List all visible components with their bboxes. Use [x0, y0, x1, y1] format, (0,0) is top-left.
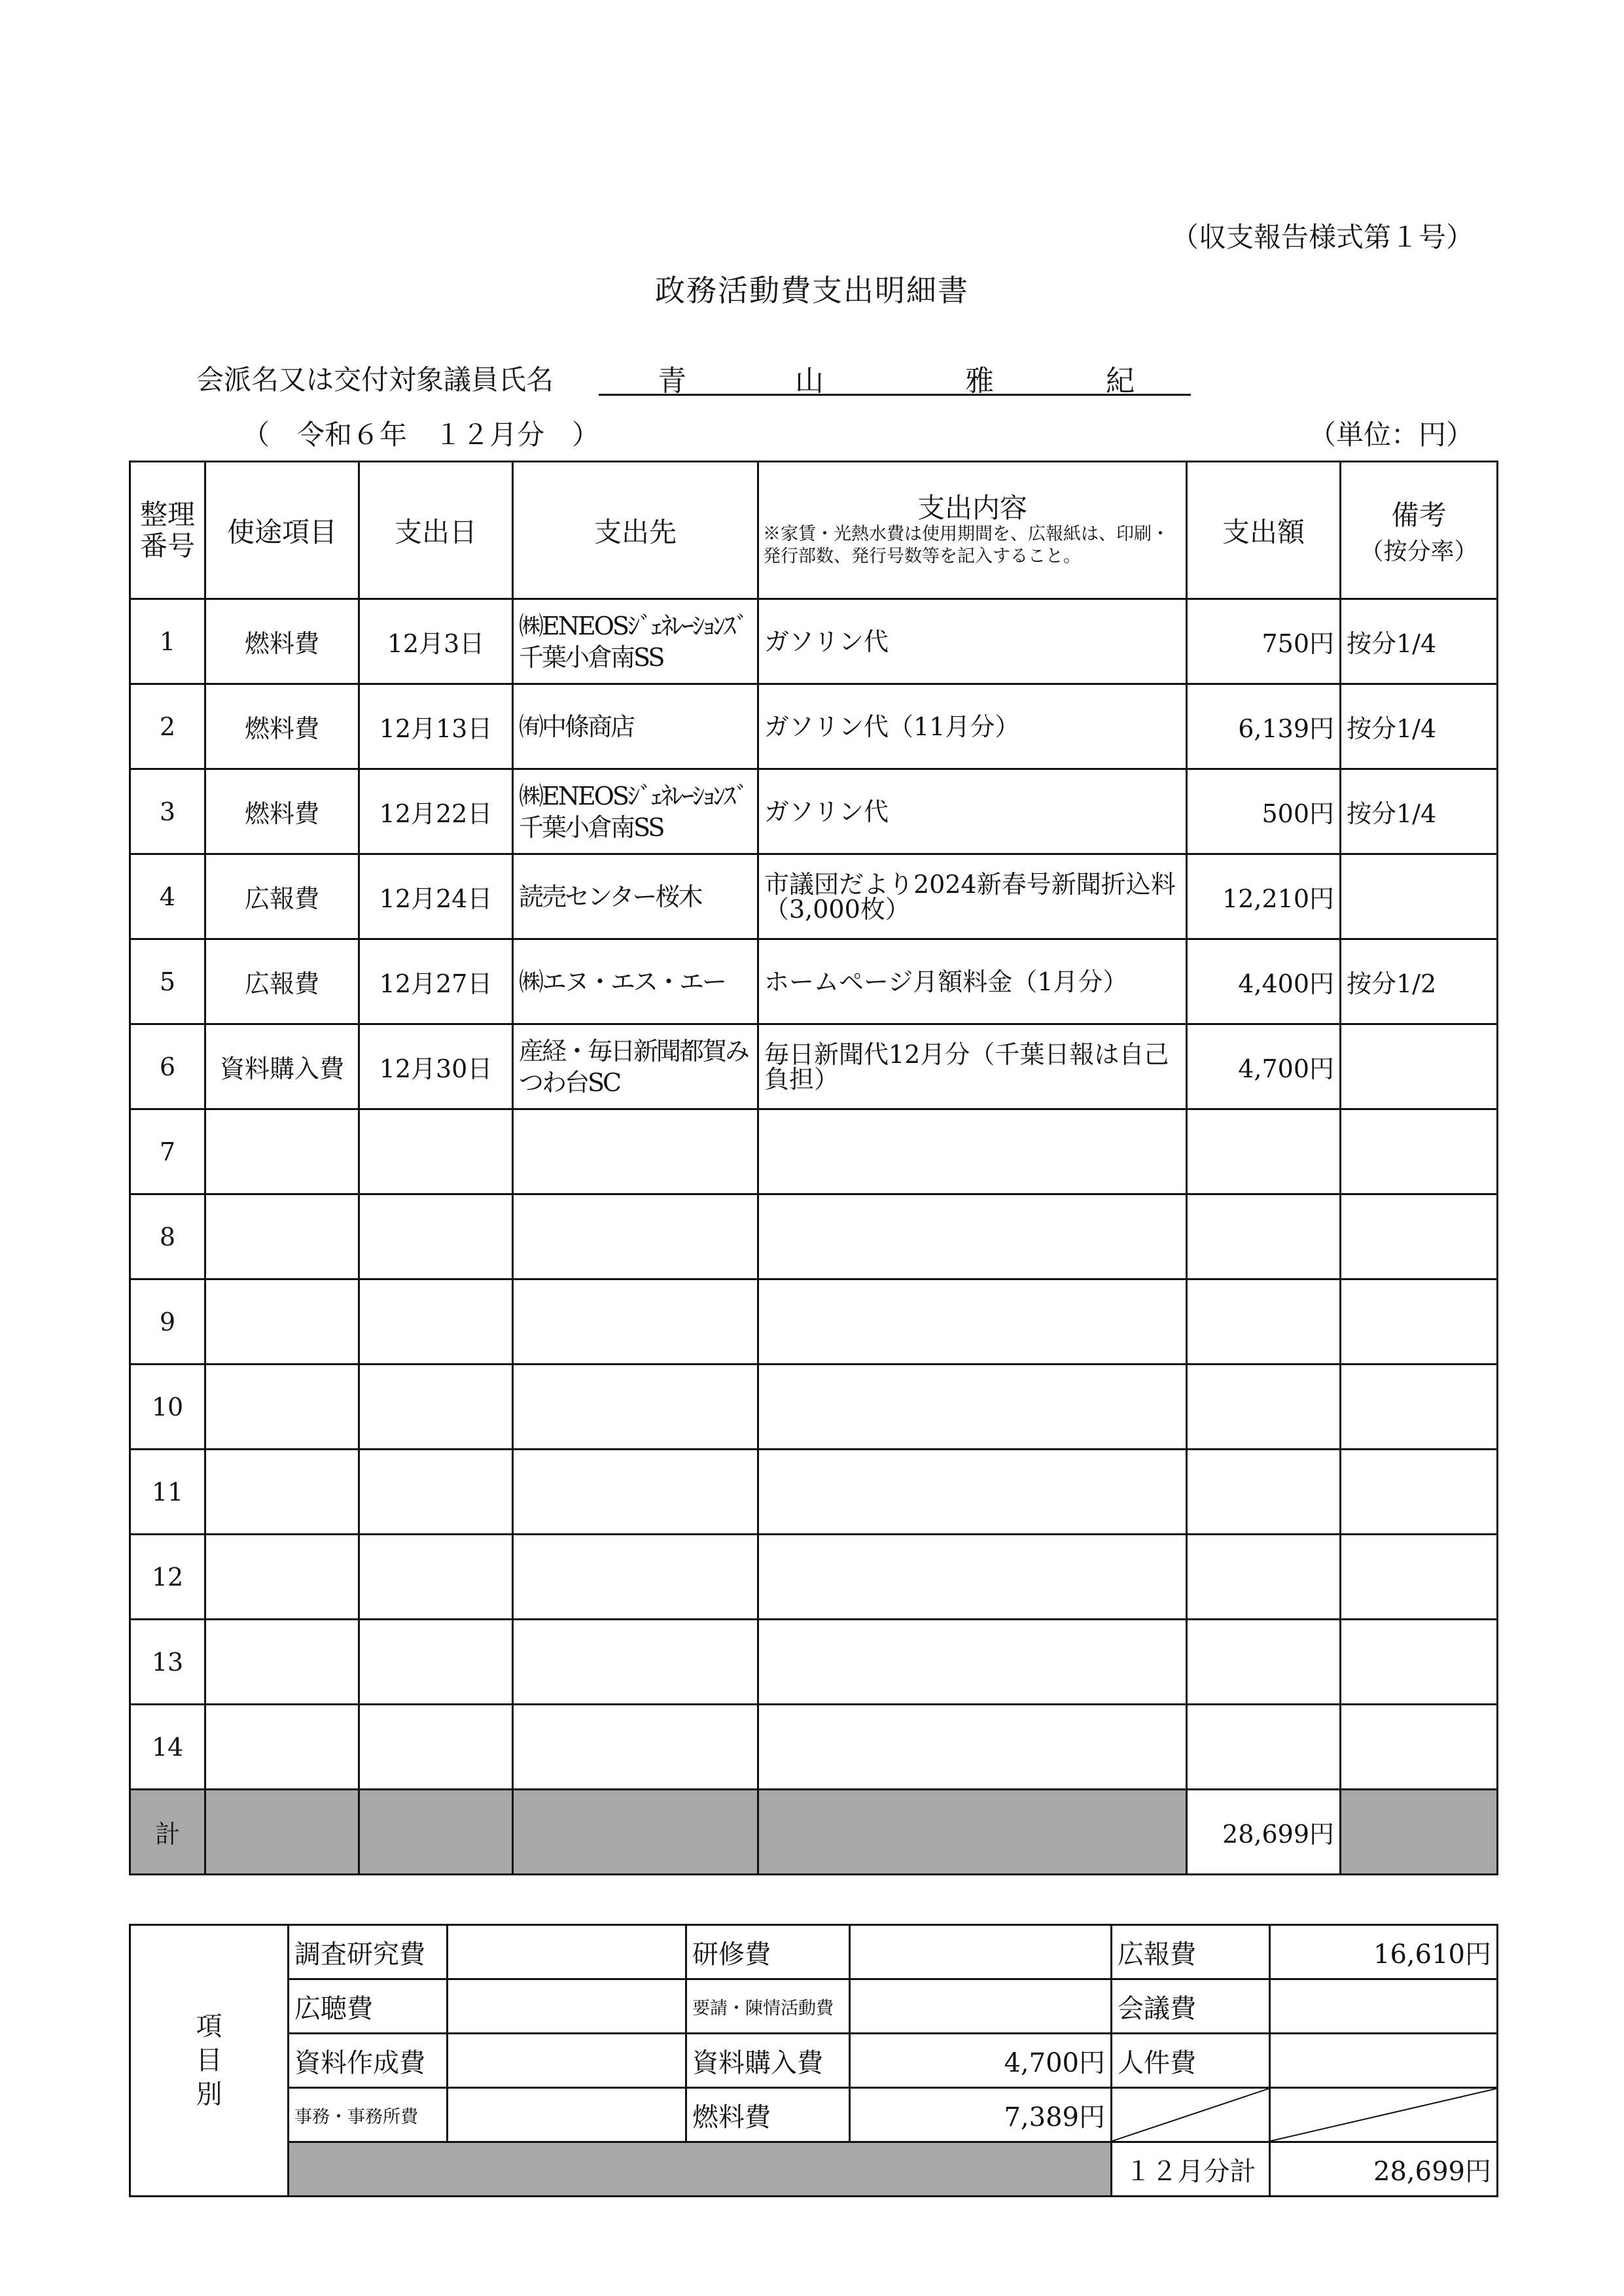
row-payee [513, 1620, 758, 1705]
row-amount: 4,400円 [1187, 939, 1341, 1024]
row-number: 7 [130, 1109, 205, 1194]
total-blank-cell [359, 1790, 513, 1875]
table-row [130, 1109, 1498, 1194]
monthly-total-value: 28,699円 [1270, 2142, 1498, 2197]
row-content: ホームページ月額料金（1月分） [758, 939, 1187, 1024]
summary-struck-cell [1270, 2088, 1498, 2142]
row-content: ガソリン代（11月分） [758, 684, 1187, 769]
row-remarks: 按分1/4 [1341, 599, 1498, 684]
summary-pr-value: 16,610円 [1270, 1925, 1498, 1979]
table-row [130, 599, 1498, 684]
report-period: （ 令和６年 １２月分 ） [242, 419, 600, 451]
row-payee: ㈱ENEOSｼﾞｪﾈﾚｰｼｮﾝｽﾞ千葉小倉南SS [513, 599, 758, 684]
row-content [758, 1705, 1187, 1790]
row-date [359, 1279, 513, 1365]
row-category [205, 1109, 359, 1194]
row-payee: ㈱エヌ・エス・エー [513, 939, 758, 1024]
monthly-total-label: １２月分計 [1112, 2142, 1270, 2197]
row-number: 4 [130, 854, 205, 939]
row-category [205, 1535, 359, 1620]
row-content [758, 1535, 1187, 1620]
header-remarks [1341, 462, 1498, 599]
row-date: 12月22日 [359, 769, 513, 854]
document-title: 政務活動費支出明細書 [655, 273, 969, 308]
row-number: 11 [130, 1450, 205, 1535]
summary-shaded-cell [289, 2142, 1112, 2197]
header-content [758, 462, 1187, 599]
total-blank-cell [758, 1790, 1187, 1875]
table-row [130, 769, 1498, 854]
diagonal-strike-line [1271, 2089, 1496, 2141]
row-remarks [1341, 1365, 1498, 1450]
row-remarks [1341, 1024, 1498, 1109]
row-date [359, 1450, 513, 1535]
total-amount: 28,699円 [1187, 1790, 1341, 1875]
summary-row [130, 1925, 1498, 1979]
currency-unit: （単位：円） [1308, 419, 1474, 451]
row-remarks [1341, 1705, 1498, 1790]
summary-hearing-label: 広聴費 [289, 1979, 448, 2034]
row-amount [1187, 1535, 1341, 1620]
summary-research-value [448, 1925, 686, 1979]
table-row [130, 1535, 1498, 1620]
summary-side-char: 別 [196, 2079, 222, 2110]
row-amount [1187, 1365, 1341, 1450]
row-category [205, 1705, 359, 1790]
header-amount: 支出額 [1187, 462, 1341, 599]
row-date: 12月3日 [359, 599, 513, 684]
table-row [130, 854, 1498, 939]
header-content-note: ※家賃・光熱水費は使用期間を、広報紙は、印刷・発行部数、発行号数等を記入すること。 [763, 523, 1169, 566]
row-amount: 4,700円 [1187, 1024, 1341, 1109]
row-date: 12月30日 [359, 1024, 513, 1109]
summary-office-label: 事務・事務所費 [289, 2088, 448, 2142]
category-summary-table [129, 1924, 1498, 2197]
row-category: 燃料費 [205, 684, 359, 769]
summary-material-purchase-value: 4,700円 [850, 2034, 1112, 2088]
row-payee [513, 1705, 758, 1790]
row-payee: ㈲中條商店 [513, 684, 758, 769]
diagonal-strike-line [1112, 2089, 1269, 2141]
table-row [130, 1620, 1498, 1705]
table-row [130, 1194, 1498, 1279]
row-date: 12月13日 [359, 684, 513, 769]
total-label: 計 [130, 1790, 205, 1875]
row-number: 10 [130, 1365, 205, 1450]
header-date: 支出日 [359, 462, 513, 599]
total-row [130, 1790, 1498, 1875]
member-name-char: 山 [795, 364, 824, 398]
row-content: ガソリン代 [758, 599, 1187, 684]
row-payee [513, 1109, 758, 1194]
table-row [130, 1365, 1498, 1450]
summary-side-label [130, 1925, 289, 2197]
member-name-char: 紀 [1106, 364, 1135, 398]
row-payee: 読売センター桜木 [513, 854, 758, 939]
row-payee [513, 1365, 758, 1450]
row-category [205, 1620, 359, 1705]
summary-material-creation-label: 資料作成費 [289, 2034, 448, 2088]
row-category [205, 1194, 359, 1279]
row-content [758, 1279, 1187, 1365]
row-amount: 500円 [1187, 769, 1341, 854]
row-number: 2 [130, 684, 205, 769]
row-content [758, 1109, 1187, 1194]
row-number: 13 [130, 1620, 205, 1705]
expense-table [129, 461, 1498, 1875]
header-category: 使途項目 [205, 462, 359, 599]
summary-meeting-value [1270, 1979, 1498, 2034]
row-number: 8 [130, 1194, 205, 1279]
total-blank-cell [513, 1790, 758, 1875]
row-remarks [1341, 1109, 1498, 1194]
row-remarks [1341, 1194, 1498, 1279]
row-content [758, 1620, 1187, 1705]
summary-hearing-value [448, 1979, 686, 2034]
member-name-field [599, 353, 1191, 396]
row-amount: 750円 [1187, 599, 1341, 684]
row-payee: 産経・毎日新聞都賀みつわ台SC [513, 1024, 758, 1109]
row-amount [1187, 1109, 1341, 1194]
row-number: 1 [130, 599, 205, 684]
row-content: ガソリン代 [758, 769, 1187, 854]
summary-office-value [448, 2088, 686, 2142]
header-remarks-label: 備考 [1391, 499, 1447, 531]
row-remarks: 按分1/2 [1341, 939, 1498, 1024]
member-name-char: 雅 [965, 364, 994, 398]
summary-row [130, 2034, 1498, 2088]
row-category: 燃料費 [205, 599, 359, 684]
member-name-label: 会派名又は交付対象議員氏名 [196, 364, 554, 396]
row-date [359, 1620, 513, 1705]
row-payee: ㈱ENEOSｼﾞｪﾈﾚｰｼｮﾝｽﾞ千葉小倉南SS [513, 769, 758, 854]
row-amount [1187, 1620, 1341, 1705]
row-content: 市議団だより2024新春号新聞折込料（3,000枚） [758, 854, 1187, 939]
table-row [130, 1450, 1498, 1535]
row-category [205, 1450, 359, 1535]
row-number: 14 [130, 1705, 205, 1790]
summary-meeting-label: 会議費 [1112, 1979, 1270, 2034]
row-category: 燃料費 [205, 769, 359, 854]
row-category [205, 1279, 359, 1365]
summary-row [130, 1979, 1498, 2034]
row-remarks [1341, 1279, 1498, 1365]
row-number: 6 [130, 1024, 205, 1109]
summary-personnel-label: 人件費 [1112, 2034, 1270, 2088]
row-amount: 6,139円 [1187, 684, 1341, 769]
member-name-char: 青 [658, 364, 686, 398]
row-payee [513, 1450, 758, 1535]
row-payee [513, 1194, 758, 1279]
summary-row [130, 2088, 1498, 2142]
row-content [758, 1194, 1187, 1279]
row-category [205, 1365, 359, 1450]
summary-pr-label: 広報費 [1112, 1925, 1270, 1979]
row-amount [1187, 1450, 1341, 1535]
row-category: 資料購入費 [205, 1024, 359, 1109]
row-number: 3 [130, 769, 205, 854]
summary-personnel-value [1270, 2034, 1498, 2088]
header-no [130, 462, 205, 599]
row-content: 毎日新聞代12月分（千葉日報は自己負担） [758, 1024, 1187, 1109]
row-content [758, 1450, 1187, 1535]
summary-side-char: 項 [196, 2011, 222, 2042]
row-date: 12月24日 [359, 854, 513, 939]
row-payee [513, 1535, 758, 1620]
summary-side-char: 目 [196, 2045, 222, 2076]
row-remarks [1341, 1450, 1498, 1535]
row-remarks [1341, 1620, 1498, 1705]
summary-material-creation-value [448, 2034, 686, 2088]
row-amount [1187, 1705, 1341, 1790]
summary-research-label: 調査研究費 [289, 1925, 448, 1979]
header-no-label: 整理番号 [139, 498, 195, 562]
summary-fuel-label: 燃料費 [686, 2088, 850, 2142]
row-remarks: 按分1/4 [1341, 769, 1498, 854]
summary-petition-value [850, 1979, 1112, 2034]
table-row [130, 939, 1498, 1024]
row-remarks [1341, 854, 1498, 939]
form-number: （収支報告様式第１号） [1171, 221, 1474, 253]
row-payee [513, 1279, 758, 1365]
row-date [359, 1194, 513, 1279]
row-remarks: 按分1/4 [1341, 684, 1498, 769]
summary-training-value [850, 1925, 1112, 1979]
summary-material-purchase-label: 資料購入費 [686, 2034, 850, 2088]
row-amount: 12,210円 [1187, 854, 1341, 939]
row-date [359, 1705, 513, 1790]
row-category: 広報費 [205, 854, 359, 939]
total-blank-cell [1341, 1790, 1498, 1875]
table-row [130, 1024, 1498, 1109]
table-row [130, 1279, 1498, 1365]
row-category: 広報費 [205, 939, 359, 1024]
row-remarks [1341, 1535, 1498, 1620]
total-blank-cell [205, 1790, 359, 1875]
row-number: 12 [130, 1535, 205, 1620]
header-content-label: 支出内容 [917, 491, 1027, 524]
table-row [130, 1705, 1498, 1790]
row-amount [1187, 1279, 1341, 1365]
summary-petition-label: 要請・陳情活動費 [686, 1979, 850, 2034]
header-payee: 支出先 [513, 462, 758, 599]
row-amount [1187, 1194, 1341, 1279]
row-date [359, 1365, 513, 1450]
row-number: 9 [130, 1279, 205, 1365]
table-row [130, 684, 1498, 769]
table-header-row [130, 462, 1498, 599]
row-date [359, 1109, 513, 1194]
row-date [359, 1535, 513, 1620]
header-remarks-sub: （按分率） [1360, 538, 1478, 565]
row-content [758, 1365, 1187, 1450]
summary-struck-cell [1112, 2088, 1270, 2142]
summary-total-row [130, 2142, 1498, 2197]
summary-fuel-value: 7,389円 [850, 2088, 1112, 2142]
row-number: 5 [130, 939, 205, 1024]
summary-training-label: 研修費 [686, 1925, 850, 1979]
row-date: 12月27日 [359, 939, 513, 1024]
